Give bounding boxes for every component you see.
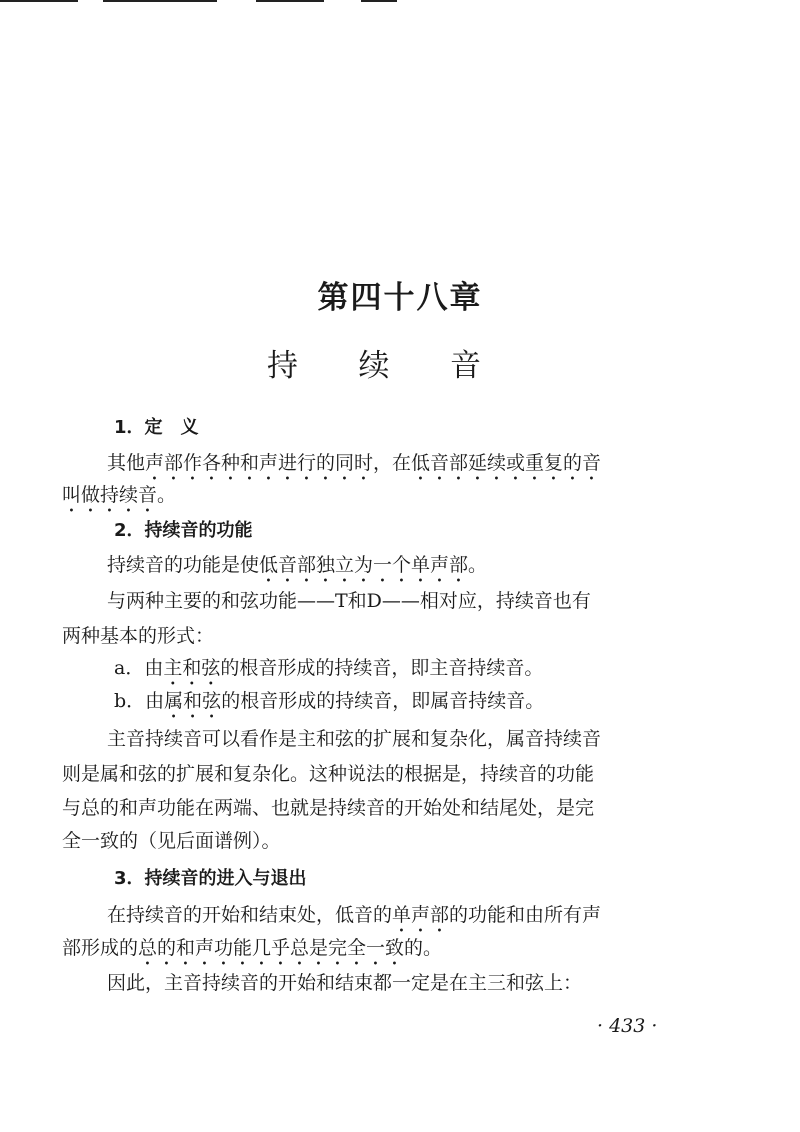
list-item-a — [114, 656, 543, 690]
section-heading-1: 1．定 义 — [114, 417, 199, 438]
text-run: 在持续音的开始和结束处，低音的 — [107, 904, 393, 926]
title-char: 续 — [358, 348, 390, 384]
paragraph-line: 主音持续音可以看作是主和弦的扩展和复杂化，属音持续音 — [107, 728, 602, 750]
emphasis-text: 单声部 — [392, 904, 450, 926]
paragraph-line: 两种基本的形式： — [62, 625, 215, 647]
list-item-b — [114, 689, 544, 723]
top-rule — [0, 0, 78, 2]
emphasis-text: 总的和声功能几乎总是完全一致 — [138, 937, 405, 959]
text-run: b．由 — [114, 690, 165, 712]
text-run: 在 — [392, 452, 412, 474]
paragraph-line — [107, 451, 601, 485]
paragraph-line — [62, 483, 176, 517]
text-run: 的功能和由所有声 — [449, 904, 602, 926]
text-run: 的根音形成的持续音，即主音持续音。 — [220, 657, 544, 679]
paragraph-line: 因此，主音持续音的开始和结束都一定是在主三和弦上： — [107, 972, 583, 994]
chapter-title — [267, 340, 481, 385]
text-run: 其他 — [107, 452, 146, 474]
paragraph-line — [107, 553, 487, 587]
emphasis-text: 属和弦 — [164, 690, 222, 712]
top-rule — [361, 0, 397, 2]
paragraph-line: 则是属和弦的扩展和复杂化。这种说法的根据是，持续音的功能 — [62, 763, 595, 785]
page-number: · 433 · — [597, 1015, 658, 1037]
paragraph-line: 与总的和声功能在两端、也就是持续音的开始处和结尾处，是完 — [62, 797, 595, 819]
top-rule — [256, 0, 324, 2]
section-heading-3: 3．持续音的进入与退出 — [114, 868, 307, 889]
emphasis-text: 叫做持续音 — [62, 484, 158, 506]
paragraph-line — [107, 903, 601, 937]
title-char: 持 — [267, 348, 298, 384]
text-run: 的根音形成的持续音，即属音持续音。 — [221, 690, 545, 712]
text-run: a．由 — [114, 657, 164, 679]
emphasis-text: 声部作各种和声进行的同时， — [145, 452, 393, 474]
emphasis-text: 主和弦 — [163, 657, 221, 679]
paragraph-line — [62, 936, 442, 970]
text-run: 。 — [157, 484, 177, 506]
text-run: 。 — [468, 554, 488, 576]
chapter-heading: 第四十八章 — [317, 280, 483, 316]
emphasis-text: 低音部独立为一个单声部 — [259, 554, 469, 576]
text-run: 的。 — [404, 937, 443, 959]
title-char: 音 — [450, 348, 481, 384]
text-run: 部形成的 — [62, 937, 139, 959]
text-run: 持续音的功能是使 — [107, 554, 260, 576]
top-rule — [103, 0, 217, 2]
paragraph-line: 全一致的（见后面谱例）。 — [62, 830, 281, 852]
paragraph-line: 与两种主要的和弦功能——T和D——相对应，持续音也有 — [107, 590, 591, 612]
section-heading-2: 2．持续音的功能 — [114, 520, 253, 541]
emphasis-text: 低音部延续或重复的音 — [411, 452, 602, 474]
